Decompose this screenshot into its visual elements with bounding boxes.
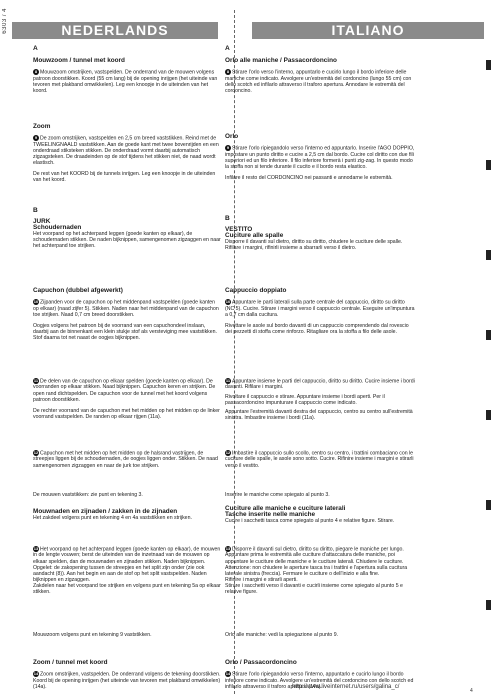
orlo-paragraph xyxy=(225,69,415,94)
mouwnaden-text: Het zakdeel volgens punt en tekening 4 en 4a vaststikken en strijken. xyxy=(33,515,192,522)
cappuccio-11-text-3: Appuntare l'estremità davanti destra del cappuccio, centro su centro sull'estremità sinistra. Imbastire insieme i bordi (11a). xyxy=(225,408,413,421)
vestito-heading: VESTITO xyxy=(225,226,253,234)
step-14-paragraph xyxy=(33,671,221,690)
mouwzoom-paragraph xyxy=(33,69,221,94)
laterali-heading: Cuciture alle maniche e cuciture laterali xyxy=(225,505,346,512)
capuchon-11-text-2: De rechter voorrand van de capuchon met het midden op het midden op de linker voorrand vastspelden. De randen op elkaar rijgen (11a). xyxy=(33,407,220,420)
cappuccio-11-paragraph xyxy=(225,378,415,391)
header-italiano: ITALIANO xyxy=(252,22,484,39)
zoom-paragraph xyxy=(33,135,221,166)
section-tab xyxy=(486,410,491,420)
oogjes-text: Oogjes volgens het patroon bij de voorrand van een capuchondeel inslaan, daarbij aan de binnenkant een klein stukje stof als versteviging mee vaststikken. Stof daarna tot net naast de oogjes bijknippen. xyxy=(33,322,217,341)
step-13-text-2: Zakdelen naar het voorpand toe strijken en volgens punt en tekening 5a op elkaar stikken. xyxy=(33,582,221,596)
capuchon-12-text: Capuchon met het midden op het midden op de halsrand vastrijgen, de streepjes liggen bij de schoudernaden, de oogjes liggen onder. Stikken. De naad samengenomen zigzaggen en naar de jurk toe strijken. xyxy=(33,450,218,469)
step-10-badge-it: 10 xyxy=(225,299,231,305)
schoudernaden-text: Het voorpand op het achterpand leggen (goede kanten op elkaar), de schoudernaden stikken. De naden bijknippen, samengenomen zigzaggen en naar het achterpand toe strijken. xyxy=(33,231,221,250)
step-13-paragraph xyxy=(33,546,221,583)
step-13-text-3-it: Stirare i sacchetti verso il davanti e cucirli insieme come spiegato al punto 5 e relative figure. xyxy=(225,582,403,596)
cappuccio-12-paragraph xyxy=(225,450,415,469)
page-number: 4 xyxy=(470,688,473,694)
mouwen-text: De mouwen vaststikken: zie punt en tekening 3. xyxy=(33,492,143,498)
zoom-text: De zoom omstrijken, vastspelden en 2,5 cm breed vaststikken. Reind met de TWEELINGNAALD vaststikken. Aan de goede kant met twee bovenrijden en een onderdraad stiksteken stikken. De onderdraad vormt daarbij automatisch zigzagsteken. De draadeinden op de stof tijdens het stikken niet, de naad wordt elastisch. xyxy=(33,135,219,166)
step-11-badge: 11 xyxy=(33,378,39,383)
step-8-badge-it: 8 xyxy=(226,69,230,75)
step-14-text: Zoom omstrijken, vastspelden. De onderrand volgens de tekening doorstikken. Koord bij de opening inrijgen (het uiteinde van tevoren met plakband omwikkelen) (14a). xyxy=(33,671,221,690)
spalle-heading: Cuciture alle spalle xyxy=(225,232,284,240)
orlo-2-text: Stirare l'orlo ripiegandolo verso l'interno ed appuntarlo. Inserire l'AGO DOPPIO, impostare un punto diritto e cucire a 2,5 cm dal bordo. Cucire col diritto con due fili superiori ed un filo inferiore. Il filo inferiore formerà i punti zig-zag. In questo modo la stoffa non si tende durante il cucito e il bordo resta elastico. xyxy=(225,145,415,170)
step-9-badge-it: 9 xyxy=(226,145,230,151)
mouwzoom-2-text: Mouwzoom volgens punt en tekening 9 vaststikken. xyxy=(33,632,152,638)
cappuccio-11-text: Appuntare insieme le parti del cappuccio, diritto su diritto. Cucire insieme i bordi davanti. Rifilare i margini. xyxy=(225,378,415,391)
tasche-text: Cucire i sacchetti tasca come spiegato al punto 4 e relative figure. Stirare. xyxy=(225,518,395,525)
step-10-badge: 10 xyxy=(33,299,39,305)
zoom-heading: Zoom xyxy=(33,123,51,130)
orlo-text: Stirare l'orlo verso l'interno, appuntarlo e cucirlo lungo il bordo inferiore delle maniche come indicato. Avvolgere un'estremità del cordoncino (lungo 55 cm) con dello scotch ed infilarlo attraverso il traforo apertura. Annodare le estremità del cordoncino. xyxy=(225,69,412,94)
step-13-badge-it: 13 xyxy=(225,546,231,551)
orlo-2-text-2: Infilare il resto del CORDONCINO nei passanti e annodarne le estremità. xyxy=(225,174,393,181)
step-13-badge: 13 xyxy=(33,546,39,551)
mouwzoom-text: Mouwzoom omstrijken, vastspelden. De onderrand van de mouwen volgens patroon doorstikken. Koord (55 cm lang) bij de opening inrijgen (het uiteinde van tevoren met plakband omwikkelen). Leg een knoopje in de uiteinden van het koord. xyxy=(33,69,218,94)
step-13-paragraph-it xyxy=(225,546,415,577)
orlo-heading: Orlo xyxy=(225,133,239,140)
capuchon-11-paragraph xyxy=(33,378,221,403)
mouwnaden-heading: Mouwnaden en zijnaden / zakken in de zijnaden xyxy=(33,508,178,515)
step-13-text: Het voorpand op het achterpand leggen (goede kanten op elkaar), de mouwen in de lengte vouwen; berst de uiteinden van de inzetnaad van de mouwen op elkaar spelden, dan de mouwnaden en zijnaden stikken. Naden bijknippen. Opgelet: de zakopening tussen de streepjes en het split zijn onder (zie ook aandacht (8)). Aan het begin en aan de stof op het split vastspelden. Naden bijknippen en zigzaggen. xyxy=(33,546,221,583)
cappuccio-10-paragraph xyxy=(225,299,415,318)
jurk-heading: JURK xyxy=(33,218,51,226)
capuchon-11-text: De delen van de capuchon op elkaar spelden (goede kanten op elkaar). De voorranden op elkaar stikken. Naad bijknippen. Capuchon keren en strijken. De open rand dichtspelden. De capuchon voor de tunnel met het koord volgens patroon doorstikken. xyxy=(33,378,216,403)
zoom-text-2: De rest van het KOORD bij de tunnels inrijgen. Leg een knoopje in de uiteinden van het koord. xyxy=(33,170,216,184)
tasche-heading: Tasche inserite nelle maniche xyxy=(225,511,316,519)
section-tab xyxy=(486,330,491,340)
step-14-badge: 14 xyxy=(33,671,39,677)
step-9-badge: 9 xyxy=(34,135,38,141)
maniche-text: Inserire le maniche come spiegato al punto 3. xyxy=(225,492,330,498)
step-12-badge-it: 12 xyxy=(225,450,231,455)
orlo-2-paragraph xyxy=(225,145,415,170)
step-11-badge-it: 11 xyxy=(225,378,231,383)
asole-text: Rivettare le asole sul bordo davanti di un cappuccio comprendendo dal rovescio dei pezzetti di stoffa come rinforzo. Ritagliare ora la stoffa a filo delle asole. xyxy=(225,322,409,335)
step-8-badge: 8 xyxy=(34,69,38,75)
header-nederlands: NEDERLANDS xyxy=(12,22,218,39)
capuchon-heading: Capuchon (dubbel afgewerkt) xyxy=(33,287,123,294)
step-12-badge: 12 xyxy=(33,450,39,455)
zoom-tunnel-heading: Zoom / tunnel met koord xyxy=(33,659,108,666)
cappuccio-10-text: Appuntare le parti laterali sulla parte centrale del cappuccio, diritto su diritto (NC 5). Cucire. Stirare i margini verso il cappuccio centrale. Eseguire un'impuntura a 0,7 cm dalla cucitura. xyxy=(225,299,415,318)
spalle-text: Disporre il davanti sul dietro, diritto su diritto, chiudere le cuciture delle spalle. Rifilare i margini, rifinirli insieme a sbarrarli verso il dietro. xyxy=(225,239,403,252)
capuchon-10-paragraph xyxy=(33,299,221,318)
step-13-text-it: Disporre il davanti sul dietro, diritto su diritto, piegare le maniche per lungo. Appuntare prima le estremità alle cuciture d'attaccatura delle maniche, poi appuntare le cuciture delle maniche e le cuciture laterali. Chiudere le cuciture. Attenzione: non chiudere le aperture tasca tra i trattini e l'apertura sulla cucitura laterale sinistra (freccia). Fermare le cuciture o dell'inizio e alla fine. xyxy=(225,546,408,577)
cappuccio-heading: Cappuccio doppiato xyxy=(225,287,287,294)
section-tab xyxy=(486,500,491,510)
section-tabs xyxy=(486,60,492,690)
step-13-text-2-it: Rifinire i margini e stirarli aperti. xyxy=(225,576,298,583)
section-label-a: A xyxy=(33,45,38,52)
section-tab xyxy=(486,160,491,170)
mouwzoom-heading: Mouwzoom / tunnel met koord xyxy=(33,57,125,65)
section-label-a-it: A xyxy=(225,45,230,52)
section-label-b: B xyxy=(33,207,38,214)
step-14-text-it: Stirare l'orlo ripiegandolo verso l'interno, appuntarlo e cucirlo lungo il bordo inferiore come indicato. Avvolgere un'estremità del cordoncino con dello scotch ed infilarlo attraverso il traforo apertura (14a). xyxy=(225,671,414,690)
section-tab xyxy=(486,600,491,610)
cappuccio-11-text-2: Rivoltare il cappuccio e stirare. Appuntare insieme i bordi aperti. Per il passacordoncino impunturare il cappuccio come indicato. xyxy=(225,393,385,406)
section-tab xyxy=(486,60,491,70)
section-tab xyxy=(486,250,491,260)
side-code: 6303 / 4 xyxy=(2,8,8,34)
capuchon-10-text: Zijpanden voor de capuchon op het middenpand vastspelden (goede kanten op elkaar) (naad zijfer 5). Stikken. Naden naar het middenpand van de capuchon toe strijken. Naad 0,7 cm breed doorstikken. xyxy=(33,299,219,318)
watermark-url: http://www.liveinternet.ru/users/galina_c/ xyxy=(292,684,400,690)
step-14-badge-it: 14 xyxy=(225,671,231,677)
capuchon-12-paragraph xyxy=(33,450,221,469)
orlo-pass-heading: Orlo / Passacordoncino xyxy=(225,659,297,666)
schoudernaden-heading: Schoudernaden xyxy=(33,224,82,232)
cappuccio-12-text: Imbastire il cappuccio sullo scollo, centro su centro, i trattini combaciano con le cuciture delle spalle, le asole sono sotto. Cucire. Rifinire insieme i margini e stirarli verso il vestito. xyxy=(225,450,414,469)
section-label-b-it: B xyxy=(225,215,230,222)
orlo-maniche-heading: Orlo alle maniche / Passacordoncino xyxy=(225,57,337,65)
orlo-maniche-text: Orlo alle maniche: vedi la spiegazione al punto 9. xyxy=(225,632,339,638)
